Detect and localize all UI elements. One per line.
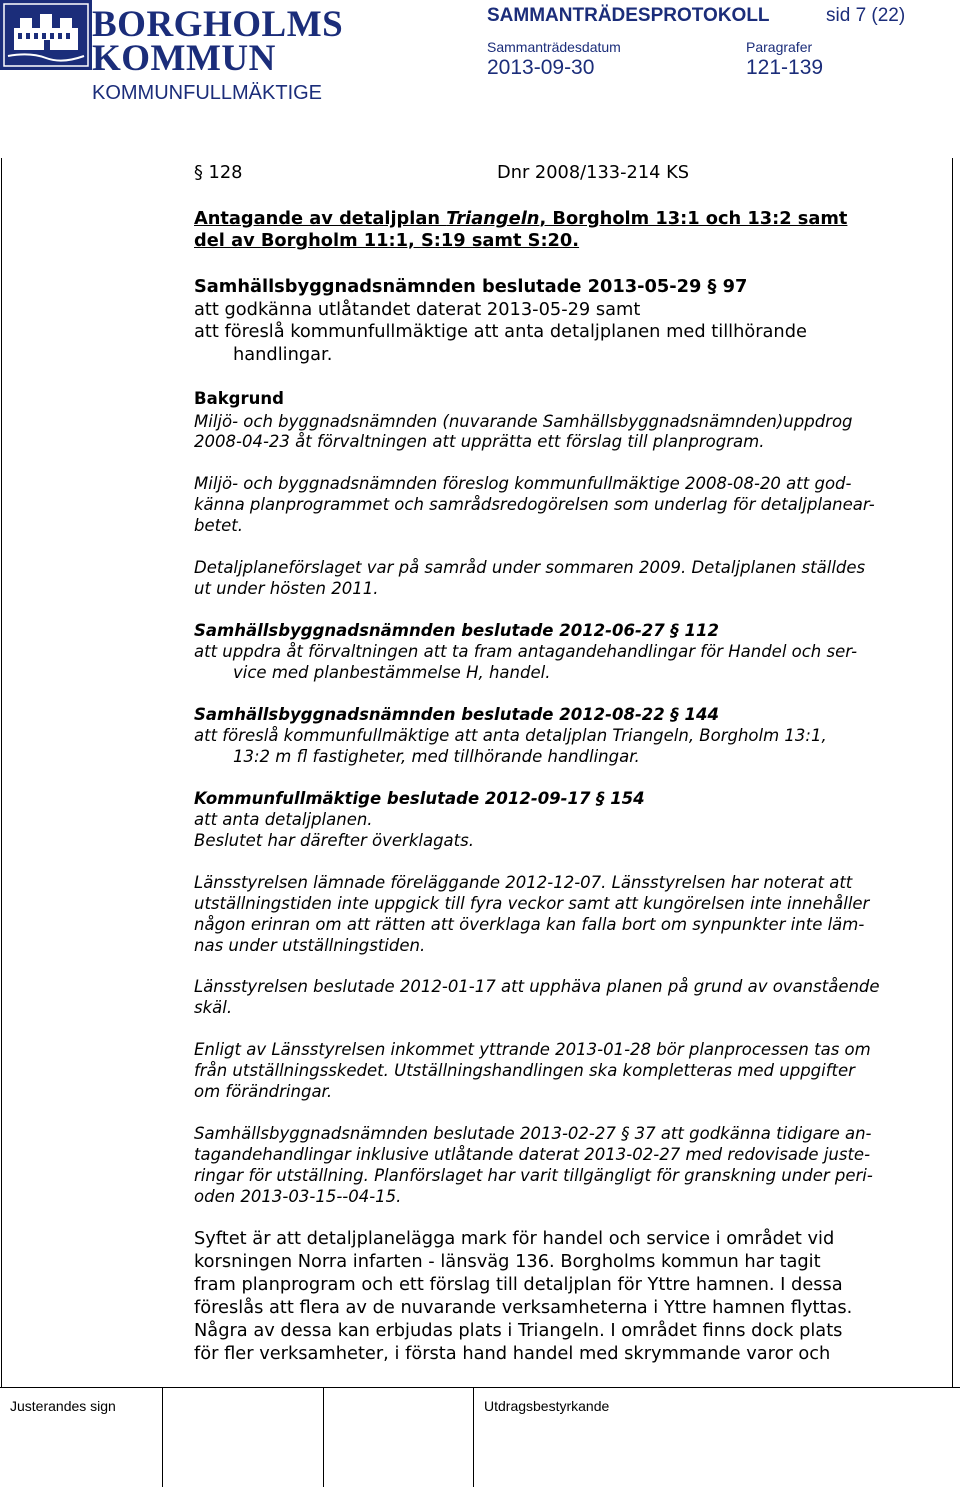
decision-2012-06-27-line2: vice med planbestämmelse H, handel. bbox=[233, 663, 551, 682]
brand-name-line1: BORGHOLMS bbox=[92, 4, 344, 45]
background-para-2-line2: känna planprogrammet och samrådsredogörelsen som underlag för detaljplanear- bbox=[194, 495, 875, 514]
decision-item-2-cont: handlingar. bbox=[233, 344, 333, 365]
case-number: Dnr 2008/133-214 KS bbox=[497, 162, 690, 183]
county-board-para-2-line1: Länsstyrelsen beslutade 2012-01-17 att upphäva planen på grund av ovanstående bbox=[194, 977, 880, 996]
item-title-line2: del av Borgholm 11:1, S:19 samt S:20. bbox=[194, 230, 580, 251]
decision-item-1: att godkänna utlåtandet daterat 2013-05-29 samt bbox=[194, 299, 641, 320]
footer-separator-1 bbox=[162, 1387, 163, 1487]
county-board-para-1-line1: Länsstyrelsen lämnade föreläggande 2012-12-07. Länsstyrelsen har noterat att bbox=[194, 873, 853, 892]
purpose-para-line6: för fler verksamheter, i första hand handel med skrymmande varor och bbox=[194, 1343, 831, 1364]
purpose-para-line5: Några av dessa kan erbjudas plats i Triangeln. I området finns dock plats bbox=[194, 1320, 843, 1341]
document-type: SAMMANTRÄDESPROTOKOLL bbox=[487, 5, 770, 26]
council-decision-line1: att anta detaljplanen. bbox=[194, 810, 373, 829]
planning-para-line4: oden 2013-03-15--04-15. bbox=[194, 1187, 402, 1206]
footer-separator-2 bbox=[323, 1387, 324, 1487]
decision-2012-06-27-line1: att uppdra åt förvaltningen att ta fram antagandehandlingar för Handel och ser- bbox=[194, 642, 858, 661]
background-para-3-line2: ut under hösten 2011. bbox=[194, 579, 379, 598]
decision-2012-08-22-heading: Samhällsbyggnadsnämnden beslutade 2012-08-22 § 144 bbox=[194, 705, 719, 724]
decision-2012-08-22-line2: 13:2 m fl fastigheter, med tillhörande handlingar. bbox=[233, 747, 640, 766]
county-board-para-1-line4: nas under utställningstiden. bbox=[194, 936, 426, 955]
justerandes-sign-label: Justerandes sign bbox=[10, 1398, 116, 1414]
background-para-2-line3: betet. bbox=[194, 516, 243, 535]
left-margin-rule bbox=[1, 158, 2, 1387]
council-decision-line2: Beslutet har därefter överklagats. bbox=[194, 831, 474, 850]
planning-para-line3: ringar för utställning. Planförslaget har varit tillgängligt för granskning under peri- bbox=[194, 1166, 873, 1185]
county-board-para-3-line3: om förändringar. bbox=[194, 1082, 333, 1101]
municipality-logo bbox=[0, 0, 92, 70]
footer-rule bbox=[0, 1387, 960, 1388]
meeting-date-value: 2013-09-30 bbox=[487, 56, 595, 79]
item-title-line1: Antagande av detaljplan Triangeln, Borgholm 13:1 och 13:2 samt bbox=[194, 208, 848, 229]
footer-separator-3 bbox=[473, 1387, 474, 1487]
paragraph-number: § 128 bbox=[194, 162, 243, 183]
purpose-para-line1: Syftet är att detaljplanelägga mark för handel och service i området vid bbox=[194, 1228, 835, 1249]
paragraphs-label: Paragrafer bbox=[746, 39, 813, 55]
county-board-para-3-line2: från utställningsskedet. Utställningshandlingen ska kompletteras med uppgifter bbox=[194, 1061, 855, 1080]
county-board-para-1-line2: utställningstiden inte uppgick till fyra veckor samt att kungörelsen inte innehåller bbox=[194, 894, 870, 913]
decision-2012-08-22-line1: att föreslå kommunfullmäktige att anta detaljplan Triangeln, Borgholm 13:1, bbox=[194, 726, 827, 745]
decision-item-2: att föreslå kommunfullmäktige att anta detaljplanen med tillhörande bbox=[194, 321, 807, 342]
organisation-name: KOMMUNFULLMÄKTIGE bbox=[92, 82, 323, 104]
county-board-para-2-line2: skäl. bbox=[194, 998, 233, 1017]
purpose-para-line4: föreslås att flera av de nuvarande verksamheterna i Yttre hamnen flyttas. bbox=[194, 1297, 853, 1318]
council-decision-heading: Kommunfullmäktige beslutade 2012-09-17 § 154 bbox=[194, 789, 645, 808]
section-heading-bakgrund: Bakgrund bbox=[194, 389, 284, 408]
county-board-para-3-line1: Enligt av Länsstyrelsen inkommet yttrande 2013-01-28 bör planprocessen tas om bbox=[194, 1040, 871, 1059]
purpose-para-line3: fram planprogram och ett förslag till detaljplan för Yttre hamnen. I dessa bbox=[194, 1274, 843, 1295]
background-para-3-line1: Detaljplaneförslaget var på samråd under sommaren 2009. Detaljplanen ställdes bbox=[194, 558, 866, 577]
planning-para-line2: tagandehandlingar inklusive utlåtande daterat 2013-02-27 med redovisade juste- bbox=[194, 1145, 871, 1164]
purpose-para-line2: korsningen Norra infarten - länsväg 136. Borgholms kommun har tagit bbox=[194, 1251, 821, 1272]
page-number: sid 7 (22) bbox=[826, 5, 906, 26]
background-para-1-line2: 2008-04-23 åt förvaltningen att upprätta ett förslag till planprogram. bbox=[194, 432, 765, 451]
background-para-2-line1: Miljö- och byggnadsnämnden föreslog kommunfullmäktige 2008-08-20 att god- bbox=[194, 474, 852, 493]
utdragsbestyrkande-label: Utdragsbestyrkande bbox=[484, 1398, 610, 1414]
decision-2012-06-27-heading: Samhällsbyggnadsnämnden beslutade 2012-06-27 § 112 bbox=[194, 621, 719, 640]
brand-name-line2: KOMMUN bbox=[92, 38, 276, 79]
background-para-1-line1: Miljö- och byggnadsnämnden (nuvarande Samhällsbyggnadsnämnden)uppdrog bbox=[194, 412, 853, 431]
county-board-para-1-line3: någon erinran om att rätten att överklaga kan falla bort om synpunkter inte läm- bbox=[194, 915, 865, 934]
meeting-date-label: Sammanträdesdatum bbox=[487, 39, 621, 55]
right-margin-rule bbox=[952, 158, 953, 1387]
paragraphs-value: 121-139 bbox=[746, 56, 824, 79]
decision-heading: Samhällsbyggnadsnämnden beslutade 2013-05-29 § 97 bbox=[194, 276, 748, 297]
planning-para-line1: Samhällsbyggnadsnämnden beslutade 2013-02-27 § 37 att godkänna tidigare an- bbox=[194, 1124, 872, 1143]
